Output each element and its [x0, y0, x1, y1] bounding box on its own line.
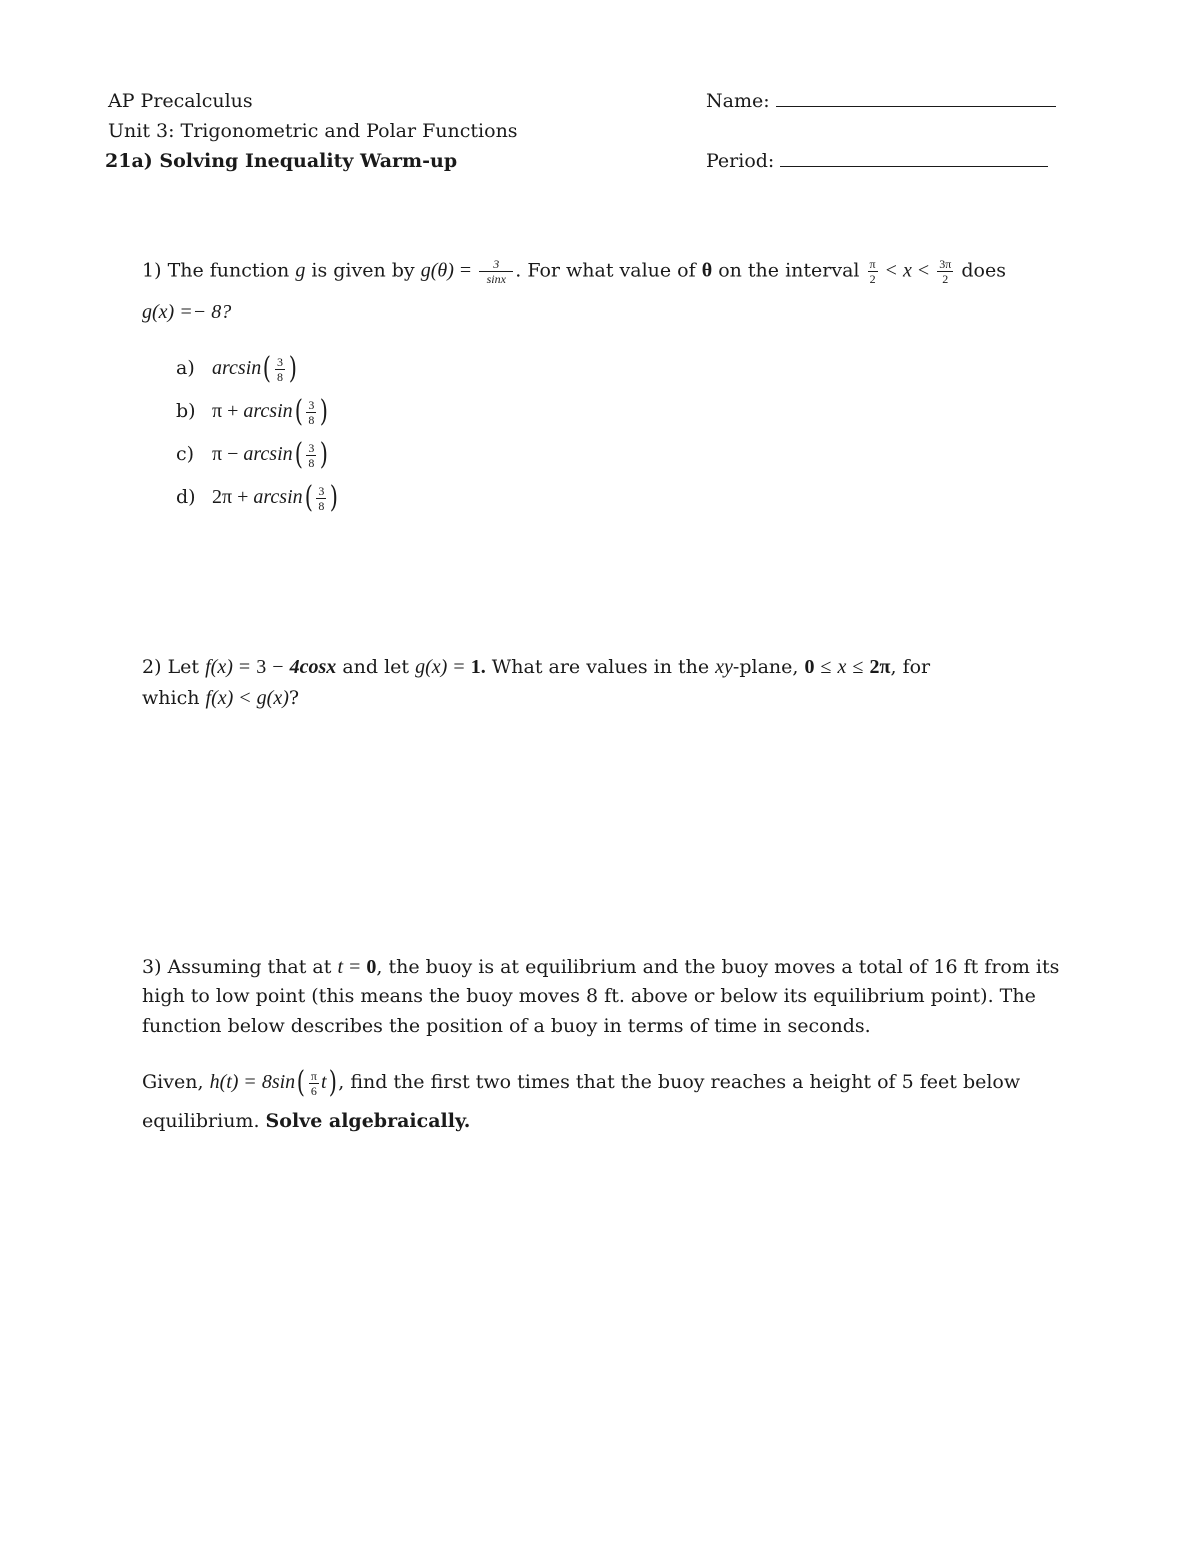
choice-b-rparen: )	[320, 394, 329, 429]
choice-a-fraction	[275, 356, 285, 383]
q1-g: g	[295, 259, 306, 282]
choice-d-func: arcsin	[253, 486, 303, 508]
choice-c-fraction	[306, 442, 316, 469]
question-3-line-2: high to low point (this means the buoy moves 8 ft. above or below its equilibrium point). The	[142, 985, 1036, 1007]
choice-d-num: 3	[318, 483, 325, 498]
choice-c-den: 8	[308, 455, 315, 470]
q2-text-a: What are values in the	[491, 656, 710, 678]
q2-question-mark: ?	[288, 687, 300, 709]
unit-title: Unit 3: Trigonometric and Polar Functions	[108, 120, 518, 142]
choice-a-den: 8	[276, 369, 283, 384]
q1-g-theta: g(θ)	[420, 259, 454, 282]
q3-ht: h(t)	[209, 1071, 239, 1093]
q3-text-b: , the buoy is at equilibrium and the buoy moves a total of 16 ft from its	[376, 956, 1060, 978]
question-3-line-4	[142, 1065, 1021, 1100]
period-field[interactable]	[706, 150, 1048, 173]
q2-fx-2: f(x)	[205, 687, 234, 709]
q3-solve-algebraically: Solve algebraically.	[265, 1110, 471, 1132]
q1-text-d: on the interval	[718, 259, 860, 282]
q1-high-num: 3π	[939, 257, 952, 271]
choice-c[interactable]	[176, 437, 330, 472]
q3-rparen: )	[328, 1065, 337, 1100]
period-blank[interactable]	[780, 152, 1048, 167]
choice-b-fraction	[306, 399, 316, 426]
q1-frac-num: 3	[479, 258, 513, 272]
choice-c-letter: c)	[176, 443, 195, 465]
q1-low-num: π	[869, 257, 876, 271]
choice-a-letter: a)	[176, 357, 195, 379]
q1-text-e: does	[961, 259, 1006, 282]
q2-one: 1.	[470, 656, 486, 678]
choice-d-prefix: 2π +	[212, 486, 254, 508]
q2-gx: g(x)	[415, 656, 448, 678]
choice-c-prefix: π −	[212, 443, 244, 465]
q2-two-pi: 2π	[869, 656, 891, 678]
q2-four-cos: 4cosx	[289, 656, 337, 678]
q3-eq-2: =	[244, 1071, 256, 1093]
choice-c-rparen: )	[320, 437, 329, 472]
choice-a-lparen: (	[263, 351, 272, 386]
q3-fraction	[309, 1070, 319, 1097]
q2-lt: <	[239, 687, 251, 709]
question-2-number: 2)	[142, 656, 162, 678]
q2-let: Let	[167, 656, 200, 678]
q1-fraction	[479, 258, 513, 285]
q1-frac-den: sinx	[486, 272, 506, 286]
q2-fx: f(x)	[205, 656, 233, 678]
q3-equilibrium: equilibrium.	[142, 1110, 260, 1132]
choice-b-letter: b)	[176, 400, 196, 422]
period-label: Period:	[706, 150, 775, 172]
q2-le-2: ≤	[852, 656, 864, 678]
q3-text-a: Assuming that at	[167, 956, 332, 978]
choice-b-den: 8	[308, 412, 315, 427]
choice-d-letter: d)	[176, 486, 196, 508]
q2-gx-2: g(x)	[256, 687, 289, 709]
q2-minus: −	[272, 656, 284, 678]
name-field[interactable]	[706, 90, 1056, 113]
q1-high-den: 2	[942, 272, 949, 286]
q1-text-b: is given by	[311, 259, 415, 282]
course-name: AP Precalculus	[108, 90, 253, 112]
choice-b-num: 3	[308, 397, 315, 412]
choice-a[interactable]	[176, 351, 299, 386]
q3-given: Given,	[142, 1071, 204, 1093]
question-1-line-1	[142, 258, 1006, 285]
q2-and-let: and let	[342, 656, 410, 678]
q3-eight-sin: 8sin	[261, 1071, 296, 1093]
choice-b-lparen: (	[294, 394, 303, 429]
q2-zero: 0	[804, 656, 815, 678]
q1-x: x	[902, 259, 912, 282]
q3-t: t	[337, 956, 344, 978]
question-3-line-3: function below describes the position of a buoy in terms of time in seconds.	[142, 1015, 871, 1037]
name-blank[interactable]	[776, 92, 1056, 107]
choice-c-func: arcsin	[243, 443, 293, 465]
q2-xy: xy	[715, 656, 733, 678]
question-2-line-2	[142, 686, 299, 710]
q3-text-c: , find the first two times that the buoy reaches a height of 5 feet below	[338, 1071, 1021, 1093]
choice-a-rparen: )	[288, 351, 297, 386]
q2-le-1: ≤	[820, 656, 832, 678]
choice-d-lparen: (	[304, 480, 313, 515]
q3-eq: =	[349, 956, 361, 978]
q1-lt-1: <	[885, 259, 897, 282]
choice-c-num: 3	[308, 440, 315, 455]
q3-zero: 0	[366, 956, 377, 978]
question-3-line-5	[142, 1110, 470, 1133]
q2-text-c: , for	[890, 656, 931, 678]
question-3-number: 3)	[142, 956, 162, 978]
question-1-line-2: g(x) =− 8?	[142, 301, 232, 323]
q2-which: which	[142, 687, 200, 709]
choice-d-rparen: )	[330, 480, 339, 515]
q1-text-a: The function	[167, 259, 290, 282]
choice-a-num: 3	[276, 354, 283, 369]
choice-d-fraction	[316, 485, 326, 512]
q2-eq-2: =	[453, 656, 465, 678]
q3-t-inner: t	[320, 1071, 327, 1093]
q3-frac-den: 6	[310, 1083, 317, 1098]
choice-a-func: arcsin	[212, 357, 262, 379]
name-label: Name:	[706, 90, 770, 112]
question-3-line-1	[142, 955, 1059, 979]
q2-x: x	[837, 656, 847, 678]
page-title: 21a) Solving Inequality Warm-up	[105, 150, 458, 172]
q2-three: 3	[256, 656, 267, 678]
q1-interval-low	[868, 258, 878, 285]
choice-b[interactable]	[176, 394, 330, 429]
q1-lt-2: <	[917, 259, 930, 282]
question-2-line-1	[142, 655, 930, 679]
q1-text-c: . For what value of	[515, 259, 696, 282]
q1-theta: θ	[701, 259, 713, 282]
q1-interval-high	[937, 258, 953, 285]
q3-frac-num: π	[310, 1068, 317, 1083]
choice-d-den: 8	[318, 498, 325, 513]
question-1-number: 1)	[142, 259, 162, 282]
q3-lparen: (	[296, 1065, 306, 1100]
q2-eq-1: =	[238, 656, 251, 678]
q1-equals: =	[459, 259, 472, 282]
q1-low-den: 2	[869, 272, 876, 286]
choice-d[interactable]	[176, 480, 340, 515]
choice-b-prefix: π +	[212, 400, 244, 422]
choice-b-func: arcsin	[243, 400, 293, 422]
choice-c-lparen: (	[294, 437, 303, 472]
q2-text-b: -plane,	[732, 656, 799, 678]
